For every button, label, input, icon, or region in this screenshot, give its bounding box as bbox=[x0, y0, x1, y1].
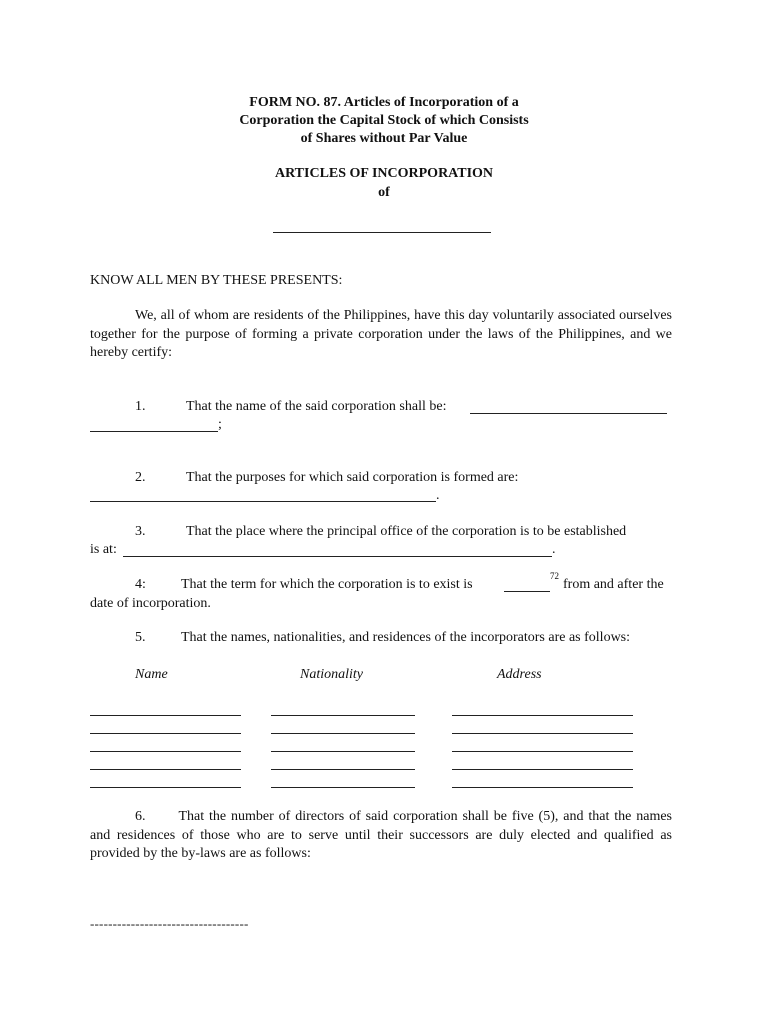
item-4-text: That the term for which the corporation is to exist is bbox=[181, 577, 473, 592]
corporation-name-blank[interactable] bbox=[273, 232, 491, 233]
nationality-blank[interactable] bbox=[271, 787, 415, 788]
column-header-nationality: Nationality bbox=[300, 667, 363, 682]
document-heading: ARTICLES OF INCORPORATION bbox=[274, 166, 494, 181]
address-blank[interactable] bbox=[452, 751, 633, 752]
item-3-number: 3. bbox=[135, 524, 146, 539]
name-blank[interactable] bbox=[90, 769, 241, 770]
document-heading-of: of bbox=[378, 185, 390, 200]
item-5-number: 5. bbox=[135, 630, 146, 645]
address-blank[interactable] bbox=[452, 769, 633, 770]
name-blank[interactable] bbox=[90, 787, 241, 788]
item-4-footnote-ref: 72 bbox=[550, 571, 559, 581]
column-header-name: Name bbox=[135, 667, 168, 682]
item-2-end: . bbox=[436, 488, 440, 503]
address-blank[interactable] bbox=[452, 715, 633, 716]
item-3-blank[interactable] bbox=[123, 556, 552, 557]
item-5-text: That the names, nationalities, and residences of the incorporators are as follows: bbox=[181, 630, 631, 645]
form-title-line-3: of Shares without Par Value bbox=[300, 131, 468, 146]
form-title-line-2: Corporation the Capital Stock of which Consists bbox=[239, 113, 529, 128]
nationality-blank[interactable] bbox=[271, 769, 415, 770]
item-6-number: 6. bbox=[135, 809, 146, 824]
nationality-blank[interactable] bbox=[271, 715, 415, 716]
item-6-text: That the number of directors of said corporation shall be five (5), and that the names and residences of those who are to serve until their successors are duly elected and qualified as provided by the by-laws are as follows: bbox=[90, 809, 672, 861]
item-1-number: 1. bbox=[135, 399, 146, 414]
item-2-number: 2. bbox=[135, 470, 146, 485]
name-blank[interactable] bbox=[90, 715, 241, 716]
name-blank[interactable] bbox=[90, 751, 241, 752]
item-1-blank-a[interactable] bbox=[470, 413, 667, 414]
item-1-end: ; bbox=[218, 417, 222, 432]
item-3-cont: is at: bbox=[90, 542, 117, 557]
address-blank[interactable] bbox=[452, 787, 633, 788]
address-blank[interactable] bbox=[452, 733, 633, 734]
item-3-end: . bbox=[552, 542, 556, 557]
item-1-text: That the name of the said corporation shall be: bbox=[186, 399, 447, 414]
item-4-term-blank[interactable] bbox=[504, 591, 550, 592]
item-3-text: That the place where the principal office of the corporation is to be established bbox=[186, 524, 627, 539]
item-4-after: from and after the bbox=[563, 577, 664, 592]
footnote-separator: ----------------------------------- bbox=[90, 916, 249, 931]
form-title-line-1: FORM NO. 87. Articles of Incorporation of a bbox=[249, 95, 519, 110]
nationality-blank[interactable] bbox=[271, 751, 415, 752]
name-blank[interactable] bbox=[90, 733, 241, 734]
item-4-number: 4: bbox=[135, 577, 146, 592]
item-4-cont: date of incorporation. bbox=[90, 596, 211, 611]
salutation: KNOW ALL MEN BY THESE PRESENTS: bbox=[90, 273, 343, 288]
nationality-blank[interactable] bbox=[271, 733, 415, 734]
item-2-blank[interactable] bbox=[90, 501, 436, 502]
item-1-blank-b[interactable] bbox=[90, 431, 218, 432]
column-header-address: Address bbox=[497, 667, 542, 682]
item-6-paragraph bbox=[90, 808, 672, 864]
intro-paragraph: We, all of whom are residents of the Philippines, have this day voluntarily associated ourselves together for the purpose of forming a private corporation under the laws of the Philippines, and we hereby certify: bbox=[90, 308, 672, 360]
item-2-text: That the purposes for which said corporation is formed are: bbox=[186, 470, 519, 485]
